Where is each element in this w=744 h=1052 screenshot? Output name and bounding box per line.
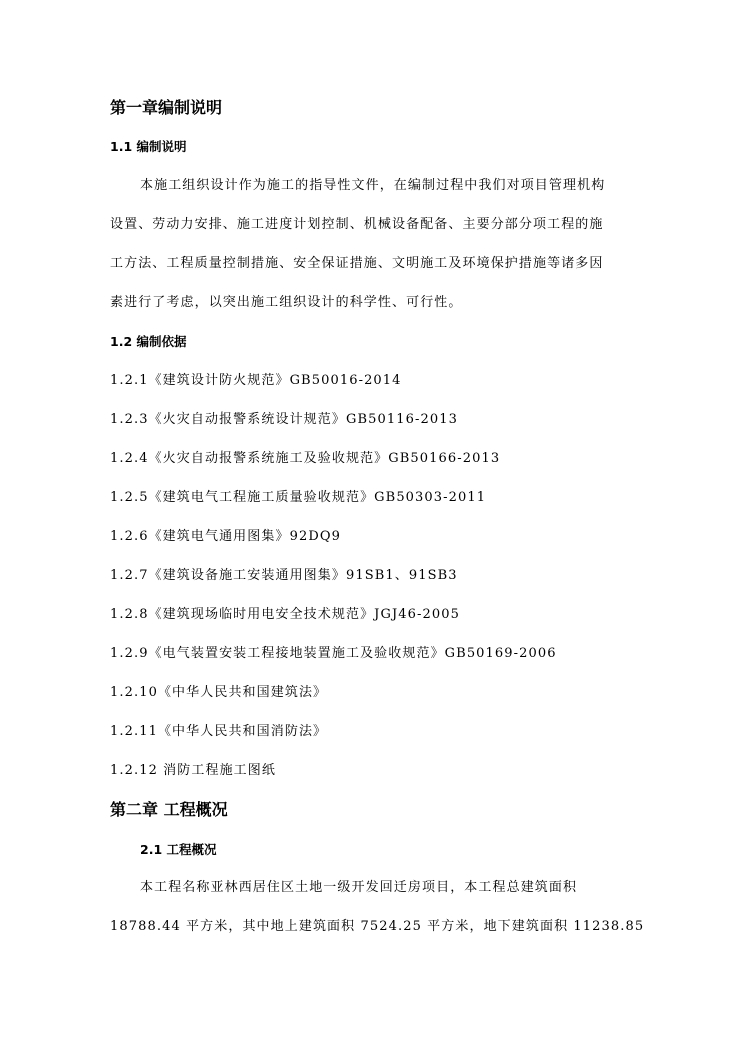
- reference-item: 1.2.12 消防工程施工图纸: [110, 763, 276, 778]
- reference-item: 1.2.9《电气装置安装工程接地装置施工及验收规范》GB50169-2006: [110, 646, 557, 661]
- reference-item: 1.2.6《建筑电气通用图集》92DQ9: [110, 529, 341, 544]
- reference-item: 1.2.11《中华人民共和国消防法》: [110, 724, 328, 739]
- section-2-1-heading: 2.1 工程概况: [140, 842, 217, 857]
- reference-item: 1.2.7《建筑设备施工安装通用图集》91SB1、91SB3: [110, 568, 458, 583]
- paragraph-line: 本工程名称亚林西居住区土地一级开发回迁房项目，本工程总建筑面积: [140, 880, 578, 895]
- reference-item: 1.2.3《火灾自动报警系统设计规范》GB50116-2013: [110, 412, 458, 427]
- reference-item: 1.2.10《中华人民共和国建筑法》: [110, 685, 328, 700]
- paragraph-line: 素进行了考虑，以突出施工组织设计的科学性、可行性。: [110, 295, 463, 310]
- section-1-2-heading: 1.2 编制依据: [110, 334, 187, 349]
- section-1-1-heading: 1.1 编制说明: [110, 139, 187, 154]
- chapter-1-title: 第一章编制说明: [110, 98, 223, 117]
- reference-item: 1.2.5《建筑电气工程施工质量验收规范》GB50303-2011: [110, 490, 487, 505]
- paragraph-line: 本施工组织设计作为施工的指导性文件，在编制过程中我们对项目管理机构: [140, 178, 606, 193]
- reference-item: 1.2.4《火灾自动报警系统施工及验收规范》GB50166-2013: [110, 451, 501, 466]
- paragraph-line: 18788.44 平方米，其中地上建筑面积 7524.25 平方米，地下建筑面积 11238.85: [110, 919, 645, 934]
- paragraph-line: 工方法、工程质量控制措施、安全保证措施、文明施工及环境保护措施等诸多因: [110, 256, 604, 271]
- chapter-2-title: 第二章 工程概况: [110, 800, 228, 819]
- reference-item: 1.2.8《建筑现场临时用电安全技术规范》JGJ46-2005: [110, 607, 461, 622]
- paragraph-line: 设置、劳动力安排、施工进度计划控制、机械设备配备、主要分部分项工程的施: [110, 217, 604, 232]
- reference-item: 1.2.1《建筑设计防火规范》GB50016-2014: [110, 373, 402, 388]
